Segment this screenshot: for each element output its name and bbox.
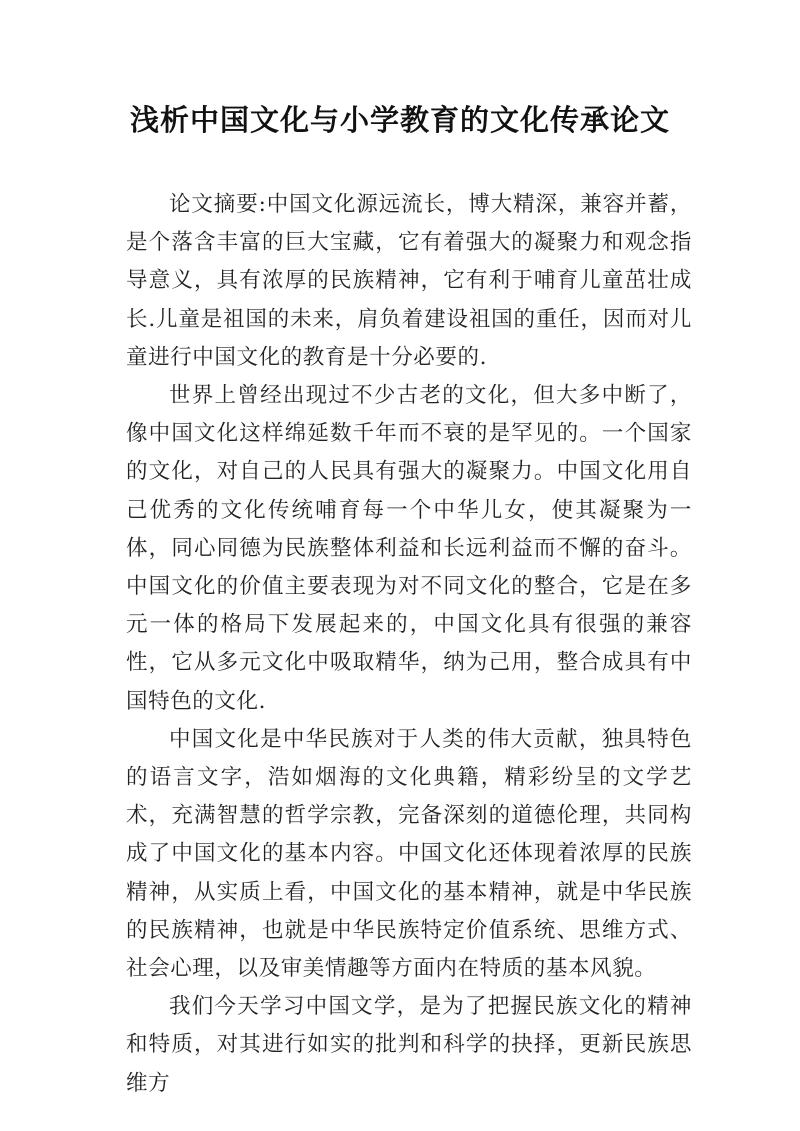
document-body <box>126 186 692 1103</box>
paragraph-3: 中国文化是中华民族对于人类的伟大贡献，独具特色的语言文字，浩如烟海的文化典籍，精彩纷呈的文学艺术，充满智慧的哲学宗教，完备深刻的道德伦理，共同构成了中国文化的基本内容。中国文化还体现着浓厚的民族精神，从实质上看，中国文化的基本精神，就是中华民族的民族精神，也就是中华民族特定价值系统、思维方式、社会心理，以及审美情趣等方面内在特质的基本风貌。 <box>126 726 692 982</box>
paragraph-2: 世界上曾经出现过不少古老的文化，但大多中断了，像中国文化这样绵延数千年而不衰的是罕见的。一个国家的文化，对自己的人民具有强大的凝聚力。中国文化用自己优秀的文化传统哺育每一个中华儿女，使其凝聚为一体，同心同德为民族整体利益和长远利益而不懈的奋斗。中国文化的价值主要表现为对不同文化的整合，它是在多元一体的格局下发展起来的，中国文化具有很强的兼容性，它从多元文化中吸取精华，纳为己用，整合成具有中国特色的文化. <box>126 383 692 714</box>
paragraph-4: 我们今天学习中国文学，是为了把握民族文化的精神和特质，对其进行如实的批判和科学的抉择，更新民族思维方 <box>126 994 692 1096</box>
document-title: 浅析中国文化与小学教育的文化传承论文 <box>129 103 670 137</box>
paragraph-abstract: 论文摘要:中国文化源远流长，博大精深，兼容并蓄，是个落含丰富的巨大宝藏，它有着强大的凝聚力和观念指导意义，具有浓厚的民族精神，它有利于哺育儿童茁壮成长.儿童是祖国的未来，肩负着建设祖国的重任，因而对儿童进行中国文化的教育是十分必要的. <box>126 192 692 370</box>
